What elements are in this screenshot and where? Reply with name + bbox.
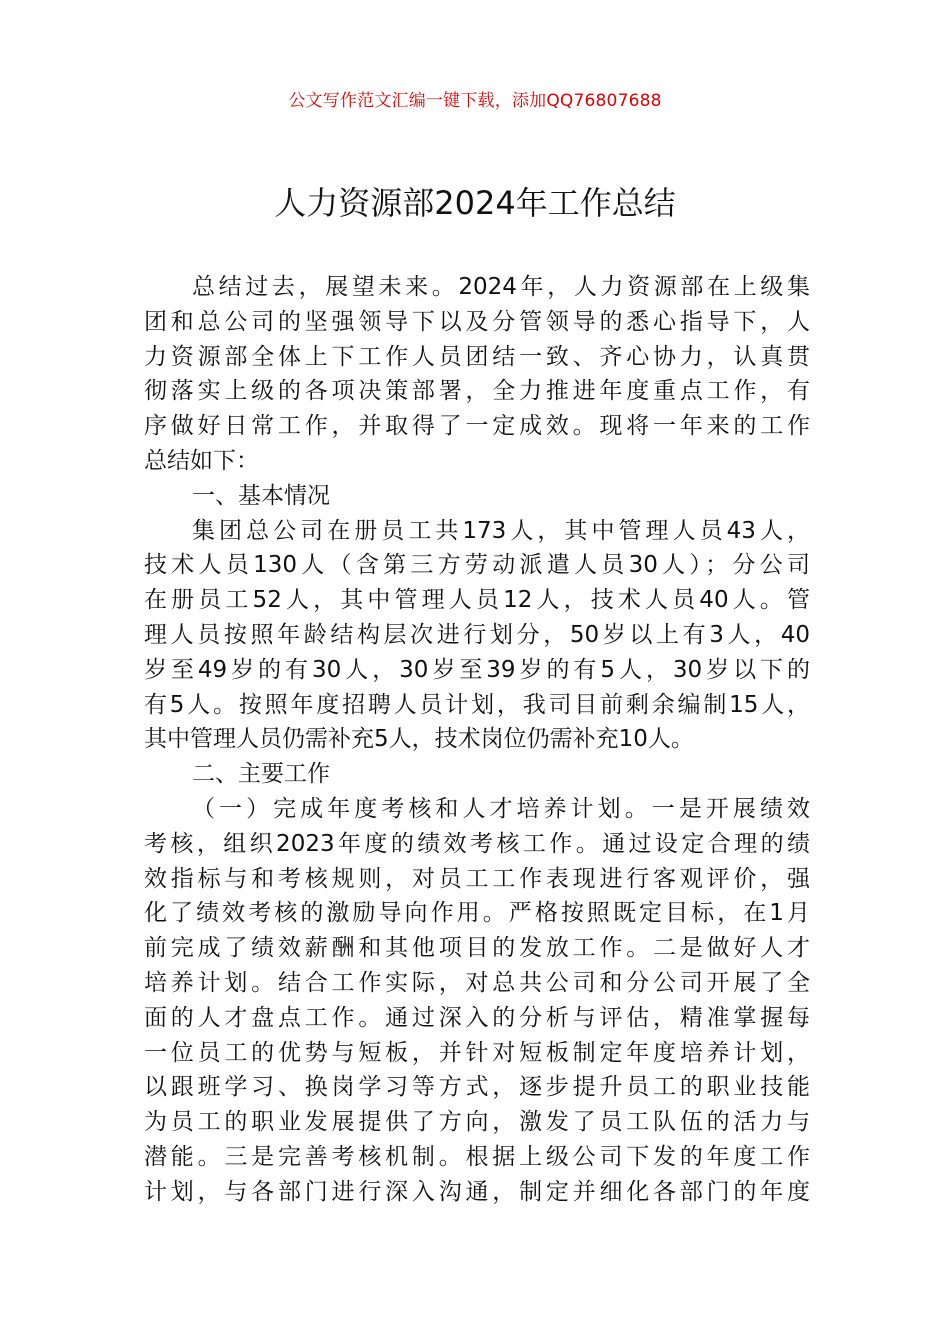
body-line: 计划，与各部门进行深入沟通，制定并细化各部门的年度 — [144, 1178, 810, 1205]
body-line: 效指标与和考核规则，对员工工作表现进行客观评价，强 — [144, 865, 810, 892]
body-line: 在册员工52人，其中管理人员12人，技术人员40人。管 — [144, 587, 810, 614]
download-promo-note: 公文写作范文汇编一键下载，添加QQ76807688 — [288, 91, 662, 111]
body-line: 化了绩效考核的激励导向作用。严格按照既定目标，在1月 — [144, 900, 810, 927]
body-line: 总结如下： — [144, 447, 259, 474]
body-line: 有5人。按照年度招聘人员计划，我司目前剩余编制15人， — [144, 691, 810, 718]
body-line: 一位员工的优势与短板，并针对短板制定年度培养计划， — [144, 1039, 810, 1066]
body-line: 岁至49岁的有30人，30岁至39岁的有5人，30岁以下的 — [144, 656, 810, 683]
body-line: 面的人才盘点工作。通过深入的分析与评估，精准掌握每 — [144, 1004, 810, 1031]
body-line: 彻落实上级的各项决策部署，全力推进年度重点工作，有 — [144, 378, 810, 405]
body-line: 集团总公司在册员工共173人，其中管理人员43人， — [192, 517, 810, 544]
body-line: （一）完成年度考核和人才培养计划。一是开展绩效 — [192, 795, 810, 822]
document-title: 人力资源部2024年工作总结 — [274, 184, 676, 222]
body-line: 总结过去，展望未来。2024年，人力资源部在上级集 — [192, 274, 810, 300]
document-body — [144, 270, 810, 1210]
body-line: 其中管理人员仍需补充5人，技术岗位仍需补充10人。 — [144, 726, 694, 753]
body-line: 考核，组织2023年度的绩效考核工作。通过设定合理的绩 — [144, 830, 810, 857]
body-line: 一、基本情况 — [192, 482, 330, 509]
body-line: 以跟班学习、换岗学习等方式，逐步提升员工的职业技能 — [144, 1074, 810, 1101]
body-line: 技术人员130人（含第三方劳动派遣人员30人）；分公司 — [144, 552, 810, 579]
body-line: 培养计划。结合工作实际，对总共公司和分公司开展了全 — [144, 969, 810, 996]
body-line: 序做好日常工作，并取得了一定成效。现将一年来的工作 — [144, 413, 810, 440]
body-line: 力资源部全体上下工作人员团结一致、齐心协力，认真贯 — [144, 343, 810, 370]
body-line: 为员工的职业发展提供了方向，激发了员工队伍的活力与 — [144, 1109, 810, 1136]
body-line: 前完成了绩效薪酬和其他项目的发放工作。二是做好人才 — [144, 935, 810, 962]
body-line: 二、主要工作 — [192, 761, 330, 788]
body-line: 理人员按照年龄结构层次进行划分，50岁以上有3人，40 — [144, 621, 810, 648]
body-line: 潜能。三是完善考核机制。根据上级公司下发的年度工作 — [144, 1143, 810, 1170]
body-line: 团和总公司的坚强领导下以及分管领导的悉心指导下，人 — [144, 308, 810, 335]
